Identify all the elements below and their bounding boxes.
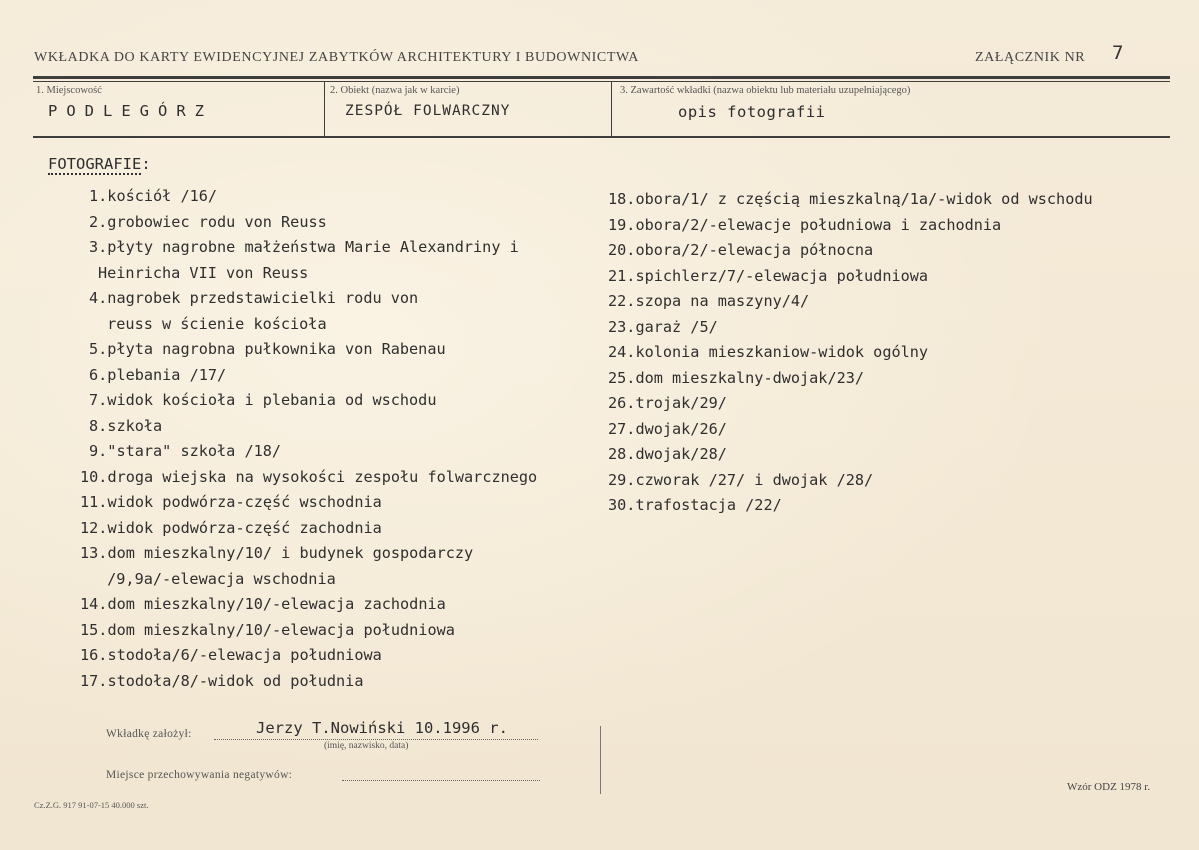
photo-list-item — [80, 388, 537, 414]
photo-item-number: 10. — [80, 467, 108, 486]
section-heading-colon: : — [141, 155, 151, 173]
top-rule-thin — [33, 81, 1170, 82]
photo-item-text: Heinricha VII von Reuss — [98, 263, 309, 282]
photo-item-text: obora/2/-elewacja północna — [635, 241, 874, 259]
photo-item-text: "stara" szkoła /18/ — [107, 442, 282, 460]
photo-item-number: 17. — [80, 671, 108, 690]
photo-list-item — [80, 184, 537, 210]
photo-item-number: 6. — [89, 365, 108, 384]
photo-list-item — [608, 289, 1093, 315]
author-label: Wkładkę założył: — [106, 728, 192, 740]
photo-item-number: 19. — [608, 215, 636, 234]
photo-item-number: 20. — [608, 241, 636, 259]
photo-list-item — [608, 366, 1093, 392]
photo-item-number: 18. — [608, 190, 636, 208]
photo-item-number: 23. — [608, 317, 636, 336]
photo-item-number: 16. — [80, 646, 108, 664]
photo-list-item — [608, 391, 1093, 417]
photo-list-item — [80, 286, 537, 312]
photo-item-number: 8. — [89, 416, 108, 435]
photo-list-item — [80, 261, 537, 287]
author-value: Jerzy T.Nowiński 10.1996 r. — [256, 719, 508, 737]
content-label: 3. Zawartość wkładki (nazwa obiektu lub materiału uzupełniającego) — [620, 85, 911, 96]
photo-item-number: 5. — [89, 340, 108, 358]
photo-list-item — [608, 340, 1093, 366]
photo-list-item — [608, 417, 1093, 443]
photo-item-text: dom mieszkalny/10/-elewacja zachodnia — [107, 595, 446, 613]
photo-list-right — [608, 187, 1093, 519]
photo-list-item — [80, 439, 537, 465]
photo-item-number: 7. — [89, 391, 108, 409]
photo-item-text: trafostacja /22/ — [635, 496, 782, 514]
photo-item-text: kościół /16/ — [107, 187, 218, 205]
place-value: PODLEGÓRZ — [48, 102, 213, 120]
photo-item-text: dwojak/28/ — [635, 445, 727, 463]
photo-list-item — [80, 414, 537, 440]
photo-list-item — [80, 669, 537, 695]
footer-divider — [600, 726, 601, 794]
photo-item-text: spichlerz/7/-elewacja południowa — [635, 266, 929, 285]
fields-bottom-rule — [33, 136, 1170, 138]
photo-item-number: 24. — [608, 343, 636, 361]
field-divider-2 — [611, 82, 612, 136]
photo-list-item — [608, 315, 1093, 341]
photo-item-number: 4. — [89, 289, 108, 307]
photo-item-number: 22. — [608, 292, 636, 310]
photo-list-item — [80, 516, 537, 542]
content-value: opis fotografii — [678, 103, 826, 121]
photo-item-number: 12. — [80, 518, 108, 537]
photo-item-number: 1. — [89, 187, 108, 205]
photo-item-number: 13. — [80, 544, 108, 562]
photo-item-text: obora/2/-elewacje południowa i zachodnia — [635, 215, 1002, 234]
author-dotted-line — [214, 739, 538, 740]
photo-list-item — [80, 312, 537, 338]
photo-item-text: płyta nagrobna pułkownika von Rabenau — [107, 340, 446, 358]
form-title: WKŁADKA DO KARTY EWIDENCYJNEJ ZABYTKÓW ARCHITEKTURY I BUDOWNICTWA — [34, 50, 639, 65]
photo-item-text: stodoła/8/-widok od południa — [107, 671, 364, 690]
top-rule — [33, 76, 1170, 79]
photo-item-number: 30. — [608, 496, 636, 514]
photo-list-item — [80, 490, 537, 516]
print-info: Cz.Z.G. 917 91-07-15 40.000 szt. — [34, 800, 149, 810]
photo-list-item — [80, 337, 537, 363]
photo-list-item — [608, 238, 1093, 264]
photo-item-text: kolonia mieszkaniow-widok ogólny — [635, 343, 929, 361]
photo-item-number: 11. — [80, 493, 108, 511]
photo-list-item — [608, 213, 1093, 239]
field-divider-1 — [324, 82, 325, 136]
photo-list-item — [608, 187, 1093, 213]
photo-list-item — [608, 468, 1093, 494]
photo-item-text: garaż /5/ — [635, 317, 718, 336]
photo-item-number: 26. — [608, 394, 636, 412]
photo-list-item — [80, 541, 537, 567]
photo-item-text: dom mieszkalny-dwojak/23/ — [635, 368, 865, 387]
author-hint: (imię, nazwisko, data) — [324, 741, 409, 751]
photo-item-text: szopa na maszyny/4/ — [635, 292, 810, 310]
photo-item-text: dom mieszkalny/10/-elewacja południowa — [107, 620, 455, 639]
object-value: ZESPÓŁ FOLWARCZNY — [345, 103, 511, 119]
attachment-label: ZAŁĄCZNIK NR — [975, 50, 1086, 65]
photo-list-left — [80, 184, 537, 694]
attachment-number: 7 — [1112, 42, 1124, 64]
negatives-dotted-line — [342, 780, 540, 781]
photo-list-item — [80, 235, 537, 261]
photo-item-text: płyty nagrobne małżeństwa Marie Alexandriny i — [107, 238, 519, 256]
photo-list-item — [80, 643, 537, 669]
photo-item-text: dwojak/26/ — [635, 419, 727, 438]
photo-item-number: 9. — [89, 442, 108, 460]
photo-item-text: trojak/29/ — [635, 394, 727, 412]
photo-item-text: plebania /17/ — [107, 365, 227, 384]
photo-list-item — [608, 493, 1093, 519]
photo-item-number: 27. — [608, 419, 636, 438]
photo-item-number: 25. — [608, 368, 636, 387]
form-model: Wzór ODZ 1978 r. — [1067, 781, 1151, 793]
photo-list-item — [80, 363, 537, 389]
section-heading-text: FOTOGRAFIE — [48, 155, 142, 173]
photo-item-text: obora/1/ z częścią mieszkalną/1a/-widok od wschodu — [635, 190, 1093, 208]
photo-item-number: 3. — [89, 238, 108, 256]
photo-item-text: szkoła — [107, 416, 163, 435]
photo-item-text: widok podwórza-część wschodnia — [107, 493, 382, 511]
photo-item-text: /9,9a/-elewacja wschodnia — [98, 569, 336, 588]
photo-item-number: 29. — [608, 470, 636, 489]
photo-item-text: grobowiec rodu von Reuss — [107, 212, 327, 231]
photo-item-number: 2. — [89, 212, 108, 231]
place-label: 1. Miejscowość — [36, 85, 102, 96]
photo-list-item — [80, 618, 537, 644]
photo-item-text: czworak /27/ i dwojak /28/ — [635, 470, 874, 489]
photo-item-text: widok kościoła i plebania od wschodu — [107, 391, 437, 409]
photo-item-text: stodoła/6/-elewacja południowa — [107, 646, 382, 664]
photo-list-item — [80, 210, 537, 236]
photo-item-text: widok podwórza-część zachodnia — [107, 518, 382, 537]
photo-item-number: 21. — [608, 266, 636, 285]
photo-list-item — [80, 592, 537, 618]
photo-item-text: nagrobek przedstawicielki rodu von — [107, 289, 419, 307]
photo-item-text: droga wiejska na wysokości zespołu folwarcznego — [107, 467, 538, 486]
photo-list-item — [80, 465, 537, 491]
photo-item-text: dom mieszkalny/10/ i budynek gospodarczy — [107, 544, 474, 562]
photo-item-number: 28. — [608, 445, 636, 463]
photo-item-number: 14. — [80, 595, 108, 613]
negatives-label: Miejsce przechowywania negatywów: — [106, 769, 293, 781]
object-label: 2. Obiekt (nazwa jak w karcie) — [330, 85, 460, 96]
photo-list-item — [80, 567, 537, 593]
photo-list-item — [608, 264, 1093, 290]
photo-item-number: 15. — [80, 620, 108, 639]
photo-list-item — [608, 442, 1093, 468]
photo-item-text: reuss w ścienie kościoła — [98, 314, 327, 333]
section-heading — [48, 155, 151, 173]
